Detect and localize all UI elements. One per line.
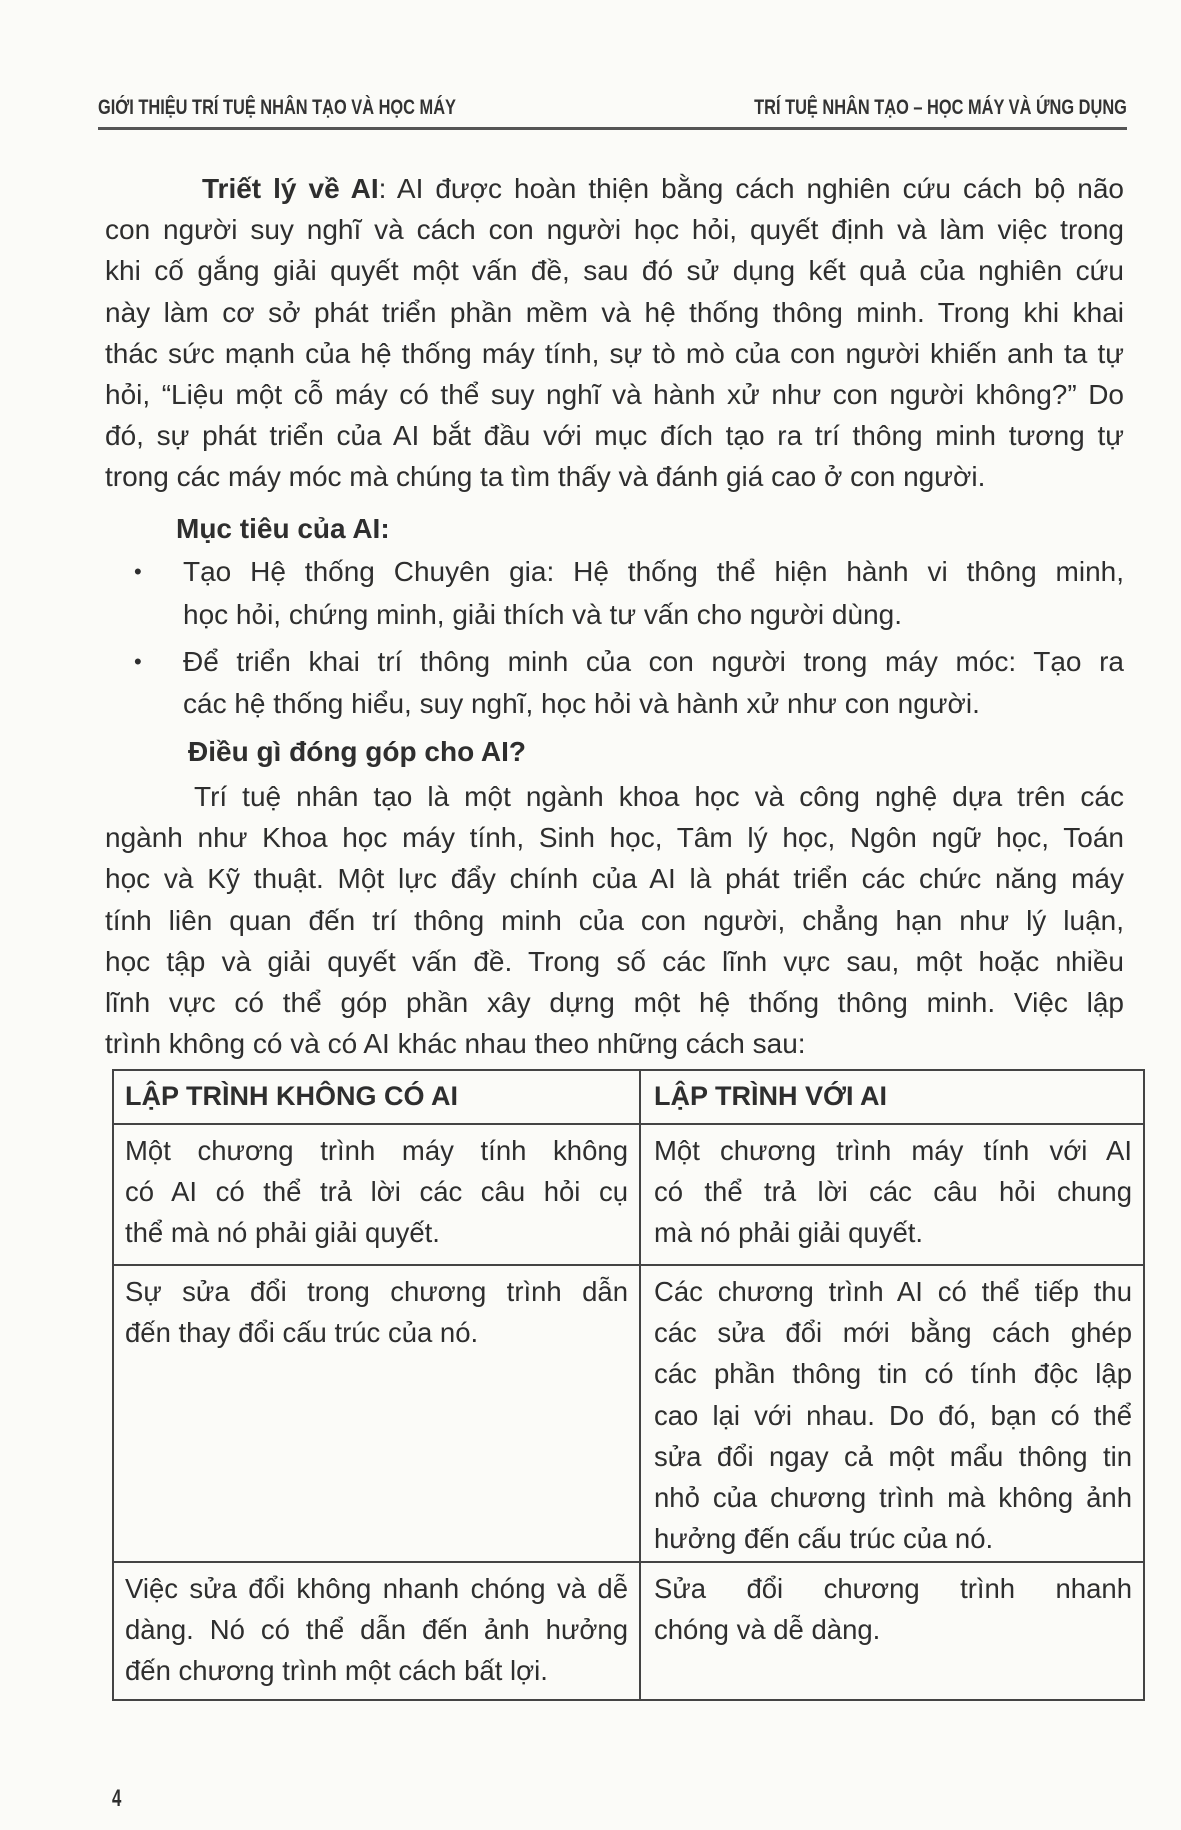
bullet-icon: • <box>134 559 142 584</box>
table-cell-line: sửa đổi ngay cả một mẩu thông tin <box>654 1440 1132 1472</box>
paragraph-line: khi cố gắng giải quyết một vấn đề, sau đó sử dụng kết quả của nghiên cứu <box>105 255 1124 287</box>
paragraph-line: tính liên quan đến trí thông minh của con người, chẳng hạn như lý luận, <box>105 904 1124 936</box>
goals-heading: Mục tiêu của AI: <box>176 513 390 544</box>
bullet-icon: • <box>134 649 142 674</box>
table-cell-line: Các chương trình AI có thể tiếp thu <box>654 1276 1132 1307</box>
bullet-item-line: Tạo Hệ thống Chuyên gia: Hệ thống thể hiện hành vi thông minh, <box>183 556 1124 587</box>
paragraph-line: học tập và giải quyết vấn đề. Trong số các lĩnh vực sau, một hoặc nhiều <box>105 945 1124 977</box>
table-cell-line: đến chương trình một cách bất lợi. <box>125 1655 548 1687</box>
paragraph-line <box>202 168 1124 209</box>
bullet-item-line: học hỏi, chứng minh, giải thích và tư vấn cho người dùng. <box>183 599 903 630</box>
paragraph-line: đó, sự phát triển của AI bắt đầu với mục đích tạo ra trí thông minh tương tự <box>105 420 1124 452</box>
table-header-without-ai: LẬP TRÌNH KHÔNG CÓ AI <box>125 1081 459 1111</box>
paragraph-line: này làm cơ sở phát triển phần mềm và hệ thống thông minh. Trong khi khai <box>105 296 1124 328</box>
table-cell-line: Một chương trình máy tính không <box>125 1135 628 1166</box>
table-header-with-ai: LẬP TRÌNH VỚI AI <box>654 1081 888 1111</box>
table-cell-line: chóng và dễ dàng. <box>654 1614 881 1646</box>
table-cell-line: các phần thông tin có tính độc lập <box>654 1358 1132 1390</box>
table-cell-line: có thể trả lời các câu hỏi chung <box>654 1176 1132 1208</box>
bullet-item-line: các hệ thống hiểu, suy nghĩ, học hỏi và hành xử như con người. <box>183 688 980 719</box>
table-cell-line: nhỏ của chương trình mà không ảnh <box>654 1482 1132 1513</box>
running-header-right: TRÍ TUỆ NHÂN TẠO – HỌC MÁY VÀ ỨNG DỤNG <box>754 96 1127 119</box>
table-cell-line: Một chương trình máy tính với AI <box>654 1135 1132 1166</box>
table-cell-line: cao lại với nhau. Do đó, bạn có thể <box>654 1399 1132 1431</box>
table-column-divider <box>639 1069 641 1701</box>
table-cell-line: Sửa đổi chương trình nhanh <box>654 1573 1132 1604</box>
paragraph-line: thác sức mạnh của hệ thống máy tính, sự tò mò của con người khiến anh ta tự <box>105 337 1124 369</box>
paragraph-text: : AI được hoàn thiện bằng cách nghiên cứu cách bộ não <box>378 173 1124 204</box>
contrib-heading: Điều gì đóng góp cho AI? <box>188 736 527 767</box>
comparison-table <box>112 1069 1145 1701</box>
table-cell-line: thể mà nó phải giải quyết. <box>125 1217 440 1249</box>
table-cell-line: hưởng đến cấu trúc của nó. <box>654 1523 994 1555</box>
table-row-divider <box>112 1123 1145 1125</box>
table-cell-line: mà nó phải giải quyết. <box>654 1217 924 1249</box>
table-cell-line: Việc sửa đổi không nhanh chóng và dễ <box>125 1573 628 1604</box>
table-cell-line: các sửa đổi mới bằng cách ghép <box>654 1317 1132 1349</box>
table-cell-line: Sự sửa đổi trong chương trình dẫn <box>125 1276 628 1307</box>
table-row-divider <box>112 1561 1145 1563</box>
paragraph-line: trình không có và có AI khác nhau theo những cách sau: <box>105 1028 806 1060</box>
header-rule <box>98 127 1127 130</box>
paragraph-line: Trí tuệ nhân tạo là một ngành khoa học và công nghệ dựa trên các <box>194 781 1124 812</box>
philosophy-heading: Triết lý về AI <box>202 173 379 204</box>
table-cell-line: có AI có thể trả lời các câu hỏi cụ <box>125 1176 628 1208</box>
paragraph-line: trong các máy móc mà chúng ta tìm thấy và đánh giá cao ở con người. <box>105 461 986 493</box>
paragraph-line: hỏi, “Liệu một cỗ máy có thể suy nghĩ và hành xử như con người không?” Do <box>105 379 1124 410</box>
paragraph-line: học và Kỹ thuật. Một lực đẩy chính của AI là phát triển các chức năng máy <box>105 863 1124 895</box>
bullet-item-line: Để triển khai trí thông minh của con người trong máy móc: Tạo ra <box>183 646 1124 677</box>
page-number: 4 <box>112 1785 122 1812</box>
paragraph-line: lĩnh vực có thể góp phần xây dựng một hệ thống thông minh. Việc lập <box>105 987 1124 1018</box>
table-cell-line: dàng. Nó có thể dẫn đến ảnh hưởng <box>125 1614 628 1646</box>
table-row-divider <box>112 1264 1145 1266</box>
running-header-left: GIỚI THIỆU TRÍ TUỆ NHÂN TẠO VÀ HỌC MÁY <box>98 96 456 119</box>
paragraph-line: con người suy nghĩ và cách con người học hỏi, quyết định và làm việc trong <box>105 214 1124 246</box>
table-cell-line: đến thay đổi cấu trúc của nó. <box>125 1317 479 1349</box>
paragraph-line: ngành như Khoa học máy tính, Sinh học, Tâm lý học, Ngôn ngữ học, Toán <box>105 822 1124 854</box>
